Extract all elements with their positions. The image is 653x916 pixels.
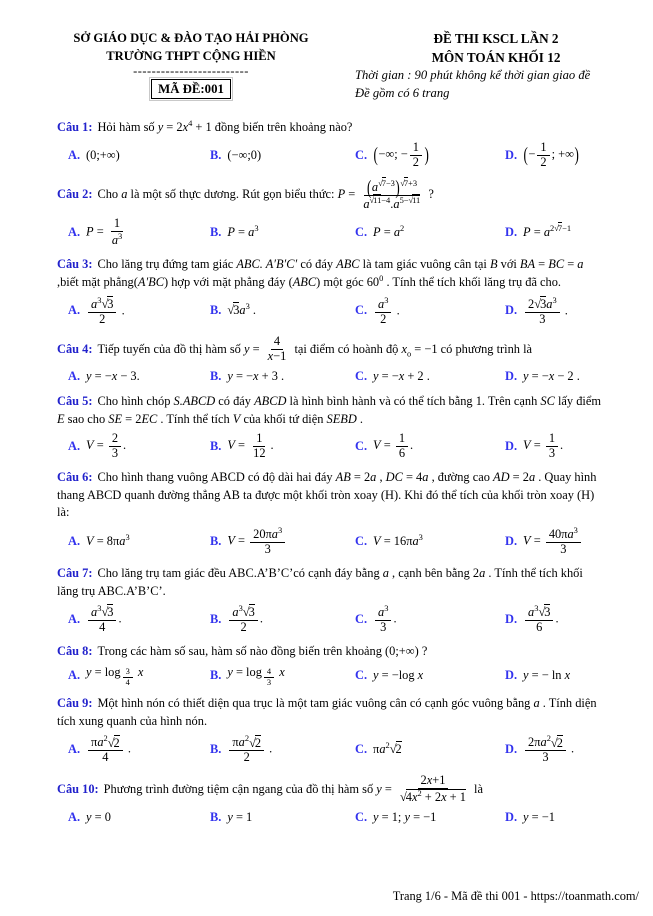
- option-letter: A.: [68, 742, 81, 757]
- option-text: (−∞;0): [227, 147, 262, 162]
- option-letter: D.: [505, 533, 518, 548]
- answer-option: [68, 146, 210, 164]
- question-text: Cho a là một số thực dương. Rút gọn biểu thức: P = $\frac{(a^{√7-3})^{√7+3}}{a^{√11-4}.a^{5-√11}}$ ?: [97, 175, 434, 212]
- option-text: $P = a^3$: [227, 222, 259, 240]
- answer-option: [210, 146, 355, 164]
- option-text: y = 0: [86, 810, 111, 825]
- option-text: $\frac{a^3√3}{6}$ .: [523, 603, 559, 636]
- divider-dashes: -------------------------: [133, 63, 249, 78]
- question-block: [57, 393, 637, 462]
- option-text: $\frac{\pi a^2√2}{2}$ .: [227, 733, 272, 766]
- question-number-label: Câu 8:: [57, 644, 93, 659]
- option-letter: A.: [68, 439, 81, 454]
- option-letter: B.: [210, 742, 222, 757]
- option-letter: A.: [68, 303, 81, 318]
- option-letter: D.: [505, 439, 518, 454]
- question-text: Cho hình thang vuông ABCD có độ dài hai đáy AB = 2a , DC = 4a , đường cao AD = 2a . Quay hình thang ABCD quanh đường thẳng AB ta được một khối tròn xoay (H). Khi đó thể tích của khối tròn xoay (H) là:: [57, 470, 597, 520]
- department-name: SỞ GIÁO DỤC & ĐÀO TẠO HẢI PHÒNG: [73, 31, 309, 45]
- answer-option: [355, 431, 505, 462]
- question-stem: [57, 175, 637, 214]
- question-number-label: Câu 1:: [57, 120, 93, 135]
- option-text: y = −x + 2 .: [373, 369, 430, 384]
- option-letter: D.: [505, 810, 518, 825]
- question-number-label: Câu 2:: [57, 187, 93, 202]
- option-text: $\frac{a^3√3}{2}$ .: [86, 295, 125, 328]
- question-stem: [57, 695, 637, 730]
- option-letter: B.: [210, 533, 222, 548]
- answer-option: [210, 809, 355, 827]
- answer-option: [210, 603, 355, 636]
- exam-subject: MÔN TOÁN KHỐI 12: [431, 49, 561, 65]
- answer-option: [68, 809, 210, 827]
- option-letter: B.: [210, 369, 222, 384]
- options-row: [57, 733, 637, 766]
- answer-option: [355, 295, 505, 328]
- answer-option: [355, 603, 505, 636]
- option-letter: C.: [355, 533, 368, 548]
- answer-option: [355, 533, 505, 551]
- question-stem: [57, 119, 637, 137]
- option-text: $\frac{a^3√3}{2}$ .: [227, 603, 263, 636]
- option-letter: C.: [355, 369, 368, 384]
- question-text: Trong các hàm số sau, hàm số nào đồng biến trên khoảng (0;+∞) ?: [97, 644, 428, 659]
- option-letter: D.: [505, 668, 518, 683]
- option-letter: C.: [355, 303, 368, 318]
- option-letter: B.: [210, 303, 222, 318]
- question-text: Một hình nón có thiết diện qua trục là một tam giác vuông cân có cạnh góc vuông bằng a . Tính diện tích xung quanh của hình nón.: [57, 696, 597, 728]
- answer-option: [355, 368, 505, 386]
- exam-duration: Thời gian : 90 phút không kể thời gian giao đề: [355, 68, 591, 83]
- question-text: Phương trình đường tiệm cận ngang của đồ thị hàm số y = $\frac{2x+1}{√4x^2 + 2x + 1}$ là: [103, 773, 483, 805]
- options-row: [57, 809, 637, 827]
- option-letter: B.: [210, 147, 222, 162]
- option-text: y = − ln x: [523, 668, 571, 683]
- option-text: y = −1: [523, 810, 555, 825]
- answer-option: [505, 295, 637, 328]
- option-text: $\frac{a^3}{2}$ .: [373, 295, 400, 328]
- answer-option: [505, 667, 637, 685]
- question-block: [57, 119, 637, 171]
- question-number-label: Câu 10:: [57, 781, 99, 796]
- answer-option: [210, 431, 355, 462]
- page-footer: Trang 1/6 - Mã đề thi 001 - https://toanmath.com/: [392, 889, 639, 904]
- option-text: y = log $_{\frac{3}{4}}$ x: [86, 664, 144, 687]
- options-row: [57, 664, 637, 688]
- question-block: [57, 773, 637, 827]
- option-text: $P = a^{2√7-1}$: [523, 222, 572, 240]
- options-row: [57, 216, 637, 249]
- question-stem: [57, 256, 637, 291]
- option-text: V = $\frac{2}{3}$ .: [86, 431, 127, 461]
- option-letter: D.: [505, 611, 518, 626]
- question-block: [57, 565, 637, 636]
- option-letter: C.: [355, 742, 368, 757]
- answer-option: [505, 431, 637, 462]
- answer-option: [355, 140, 505, 171]
- options-row: [57, 295, 637, 328]
- option-text: V = $\frac{1}{12}$ .: [227, 431, 274, 461]
- answer-option: [505, 368, 637, 386]
- exam-code-badge: MÃ ĐỀ:001: [151, 79, 231, 99]
- option-letter: C.: [355, 668, 368, 683]
- option-text: $V = 16\pi a^3$: [373, 531, 423, 548]
- question-block: [57, 175, 637, 249]
- question-stem: [57, 643, 637, 661]
- question-list: [57, 119, 637, 827]
- option-text: (−∞; − $\frac{1}{2}$ ): [373, 139, 429, 169]
- answer-option: [505, 140, 637, 171]
- option-text: $\frac{2\pi a^2√2}{3}$ .: [523, 733, 574, 766]
- answer-option: [210, 525, 355, 558]
- question-number-label: Câu 3:: [57, 257, 93, 272]
- option-letter: B.: [210, 810, 222, 825]
- option-letter: D.: [505, 224, 518, 239]
- option-text: V = $\frac{1}{6}$ .: [373, 431, 414, 461]
- option-letter: A.: [68, 611, 81, 626]
- question-block: [57, 643, 637, 688]
- question-text: Cho hình chóp S.ABCD có đáy ABCD là hình bình hành và có thể tích bằng 1. Trên cạnh SC lấy điểm E sao cho SE = 2EC . Tính thể tích V của khối tứ diện SEBD .: [57, 394, 601, 426]
- question-block: [57, 695, 637, 766]
- answer-option: [505, 809, 637, 827]
- answer-option: [505, 733, 637, 766]
- question-number-label: Câu 7:: [57, 565, 93, 580]
- option-letter: B.: [210, 439, 222, 454]
- option-text: y = −log x: [373, 668, 424, 683]
- option-letter: A.: [68, 668, 81, 683]
- option-text: V = $\frac{40\pi a^3}{3}$: [523, 525, 583, 558]
- page-header: [57, 30, 637, 103]
- answer-option: [210, 664, 355, 688]
- option-text: y = −x − 2 .: [523, 369, 580, 384]
- option-text: $√3a^3$ .: [227, 301, 257, 318]
- option-letter: A.: [68, 810, 81, 825]
- answer-option: [355, 809, 505, 827]
- answer-option: [68, 216, 210, 249]
- option-text: P = $\frac{1}{a^3}$: [86, 216, 123, 248]
- options-row: [57, 525, 637, 558]
- question-number-label: Câu 9:: [57, 696, 93, 711]
- answer-option: [68, 603, 210, 636]
- exam-pages-note: Đề gồm có 6 trang: [355, 86, 450, 101]
- question-stem: [57, 334, 637, 365]
- option-text: y = 1: [227, 810, 253, 825]
- question-number-label: Câu 4:: [57, 341, 93, 356]
- option-letter: B.: [210, 668, 222, 683]
- option-letter: B.: [210, 224, 222, 239]
- option-text: $\frac{a^3}{3}$ .: [373, 603, 397, 636]
- option-letter: A.: [68, 147, 81, 162]
- option-text: (0;+∞): [86, 147, 120, 162]
- option-letter: D.: [505, 147, 518, 162]
- question-text: Hỏi hàm số $y = 2x^4 + 1$ đồng biến trên khoảng nào?: [97, 118, 353, 135]
- school-name: TRƯỜNG THPT CỘNG HIỀN: [106, 48, 276, 63]
- answer-option: [355, 667, 505, 685]
- question-number-label: Câu 5:: [57, 394, 93, 409]
- question-text: Cho lăng trụ tam giác đều ABC.A’B’C’có cạnh đáy bằng a , cạnh bên bằng 2a . Tính thể tích khối lăng trụ ABC.A’B’C’.: [57, 565, 583, 598]
- option-letter: D.: [505, 369, 518, 384]
- question-text: Tiếp tuyến của đồ thị hàm số y = $\frac{4}{x-1}$ tại điểm có hoành độ $x_o = -1$ có phương trình là: [97, 334, 533, 364]
- option-letter: A.: [68, 369, 81, 384]
- option-text: (− $\frac{1}{2}$ ; +∞): [523, 139, 579, 169]
- answer-option: [68, 664, 210, 688]
- answer-option: [355, 224, 505, 242]
- question-text: Cho lăng trụ đứng tam giác ABC. A′B′C′ có đáy ABC là tam giác vuông cân tại B với BA = BC = a ,biết mặt phẳng(A′BC) hợp với mặt phẳng đáy (ABC) một góc $60^0$ . Tính thể tích khối lăng trụ đã cho.: [57, 257, 584, 289]
- options-row: [57, 431, 637, 462]
- options-row: [57, 140, 637, 171]
- options-row: [57, 603, 637, 636]
- option-letter: B.: [210, 611, 222, 626]
- option-letter: C.: [355, 439, 368, 454]
- exam-title: ĐỀ THI KSCL LẦN 2: [433, 31, 559, 46]
- answer-option: [505, 525, 637, 558]
- option-letter: C.: [355, 147, 368, 162]
- issuer-block: [57, 30, 325, 103]
- answer-option: [210, 302, 355, 320]
- option-letter: A.: [68, 533, 81, 548]
- option-text: V = $\frac{1}{3}$ .: [523, 431, 564, 461]
- answer-option: [210, 368, 355, 386]
- option-letter: D.: [505, 742, 518, 757]
- option-text: y = −x + 3 .: [227, 369, 285, 384]
- question-number-label: Câu 6:: [57, 470, 93, 485]
- answer-option: [68, 295, 210, 328]
- answer-option: [210, 224, 355, 242]
- option-text: V = $\frac{20\pi a^3}{3}$: [227, 525, 287, 558]
- option-letter: C.: [355, 224, 368, 239]
- question-block: [57, 334, 637, 386]
- option-letter: D.: [505, 303, 518, 318]
- answer-option: [355, 741, 505, 759]
- question-stem: [57, 773, 637, 806]
- question-stem: [57, 565, 637, 600]
- answer-option: [68, 368, 210, 386]
- answer-option: [505, 224, 637, 242]
- option-text: $V = 8\pi a^3$: [86, 531, 130, 548]
- question-block: [57, 469, 637, 558]
- answer-option: [68, 733, 210, 766]
- option-text: y = 1; y = −1: [373, 810, 437, 825]
- option-text: $\frac{a^3√3}{4}$ .: [86, 603, 122, 636]
- question-block: [57, 256, 637, 327]
- question-stem: [57, 393, 637, 428]
- exam-title-block: [325, 30, 637, 103]
- answer-option: [210, 733, 355, 766]
- options-row: [57, 368, 637, 386]
- option-text: y = log $_{\frac{4}{3}}$ x: [227, 664, 285, 687]
- answer-option: [68, 533, 210, 551]
- question-stem: [57, 469, 637, 522]
- option-text: y = −x − 3.: [86, 369, 140, 384]
- option-text: $P = a^2$: [373, 222, 405, 240]
- option-letter: C.: [355, 810, 368, 825]
- answer-option: [505, 603, 637, 636]
- answer-option: [68, 431, 210, 462]
- option-letter: A.: [68, 224, 81, 239]
- option-text: $\pi a^2√2$: [373, 739, 402, 757]
- option-text: $\frac{\pi a^2√2}{4}$ .: [86, 733, 131, 766]
- option-letter: C.: [355, 611, 368, 626]
- option-text: $\frac{2√3a^3}{3}$ .: [523, 295, 568, 328]
